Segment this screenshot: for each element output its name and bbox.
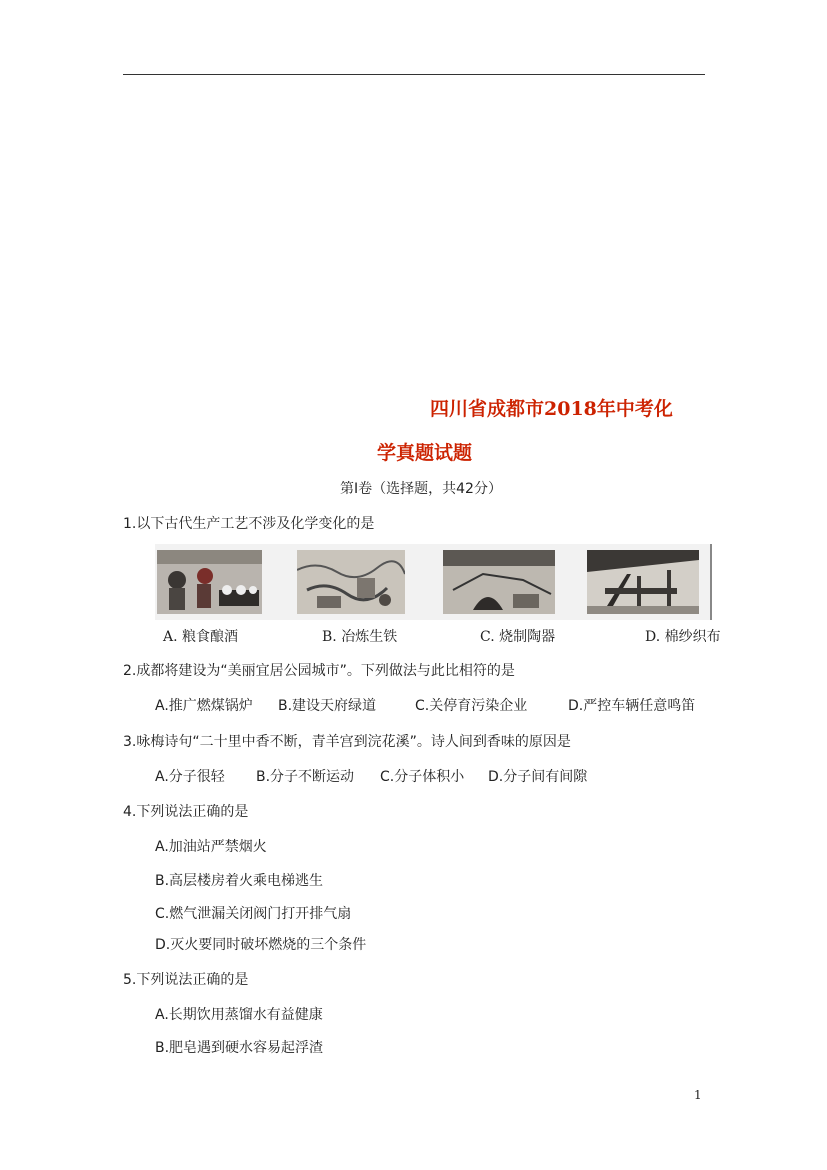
- title-line-2: 学真题试题: [377, 442, 473, 464]
- image-pottery: [443, 550, 555, 614]
- q1-caption-d: D. 棉纱织布: [645, 629, 721, 645]
- q4-option-d: D.灭火要同时破坏燃烧的三个条件: [155, 937, 367, 953]
- image-smelting: [297, 550, 405, 614]
- question-5-stem: 5.下列说法正确的是: [123, 972, 249, 988]
- q1-image-strip: [155, 544, 712, 620]
- title-line-1: 四川省成都市2018年中考化: [430, 398, 673, 420]
- question-3-stem: 3.咏梅诗句“二十里中香不断，青羊宫到浣花溪”。诗人间到香味的原因是: [123, 734, 571, 750]
- image-brewing: [157, 550, 262, 614]
- q4-option-a: A.加油站严禁烟火: [155, 839, 267, 855]
- section-heading: 第Ⅰ卷（选择题，共42分）: [340, 481, 502, 497]
- q1-caption-c: C. 烧制陶器: [480, 629, 556, 645]
- q5-option-a: A.长期饮用蒸馏水有益健康: [155, 1007, 323, 1023]
- q4-option-b: B.高层楼房着火乘电梯逃生: [155, 873, 324, 889]
- question-2-stem: 2.成都将建设为“美丽宜居公园城市”。下列做法与此比相符的是: [123, 663, 515, 679]
- image-weaving: [587, 550, 699, 614]
- q2-option-d: D.严控车辆任意鸣笛: [568, 698, 696, 714]
- q5-option-b: B.肥皂遇到硬水容易起浮渣: [155, 1040, 324, 1056]
- q3-option-d: D.分子间有间隙: [488, 769, 588, 785]
- page-number: 1: [694, 1088, 702, 1102]
- q1-caption-b: B. 冶炼生铁: [322, 629, 398, 645]
- q2-option-a: A.推广燃煤锅炉: [155, 698, 253, 714]
- question-4-stem: 4.下列说法正确的是: [123, 804, 249, 820]
- q4-option-c: C.燃气泄漏关闭阀门打开排气扇: [155, 906, 352, 922]
- q3-option-c: C.分子体积小: [380, 769, 465, 785]
- q3-option-a: A.分子很轻: [155, 769, 225, 785]
- q1-caption-a: A. 粮食酿酒: [163, 629, 239, 645]
- q2-option-c: C.关停育污染企业: [415, 698, 528, 714]
- q2-option-b: B.建设天府绿道: [278, 698, 377, 714]
- q3-option-b: B.分子不断运动: [256, 769, 355, 785]
- question-1-stem: 1.以下古代生产工艺不涉及化学变化的是: [123, 516, 375, 532]
- header-rule: [123, 74, 705, 75]
